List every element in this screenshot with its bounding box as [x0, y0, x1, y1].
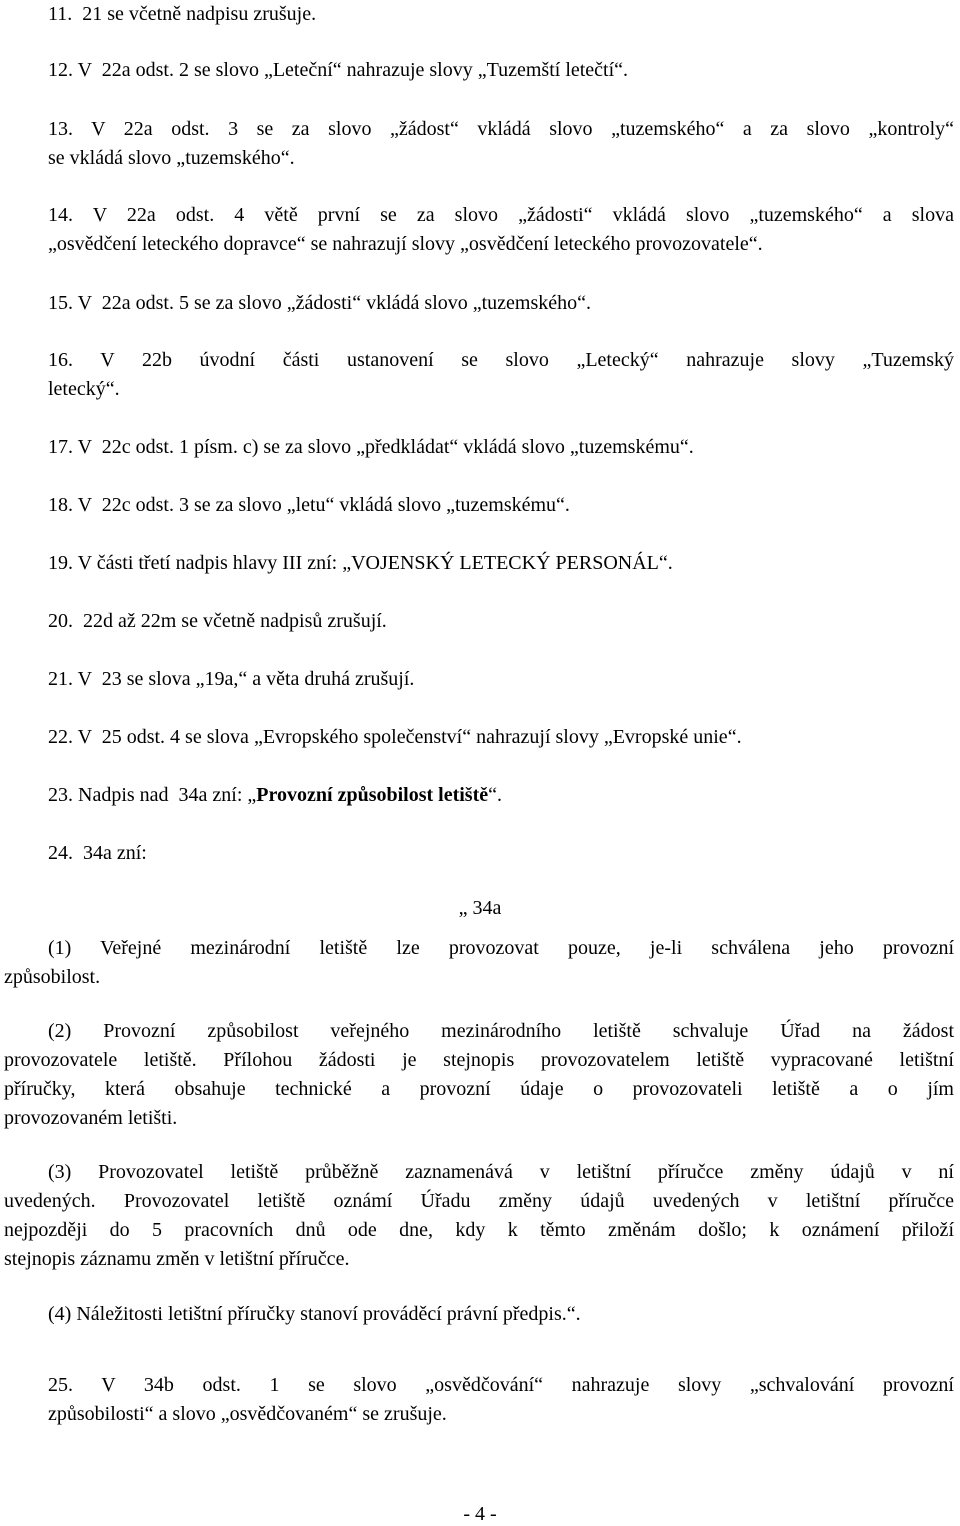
paragraph-2-line-4: provozovaném letišti. [4, 1107, 178, 1129]
item-22: 22. V 25 odst. 4 se slova „Evropského společenství“ nahrazují slovy „Evropské unie“. [48, 726, 742, 748]
item-15: 15. V 22a odst. 5 se za slovo „žádosti“ vkládá slovo „tuzemského“. [48, 292, 592, 314]
paragraph-3-line-1: (3) Provozovatel letiště průběžně zaznamenává v letištní příručce změny údajů v ní [48, 1161, 954, 1183]
paragraph-3-line-2: uvedených. Provozovatel letiště oznámí Úřadu změny údajů uvedených v letištní příručce [4, 1190, 954, 1212]
paragraph-1-line-1: (1) Veřejné mezinárodní letiště lze provozovat pouze, je-li schválena jeho provozní [48, 937, 954, 959]
item-25-line-2: způsobilosti“ a slovo „osvědčovaném“ se zrušuje. [48, 1403, 447, 1425]
page-number: - 4 - [463, 1503, 497, 1525]
item-16-line-1: 16. V 22b úvodní části ustanovení se slovo „Letecký“ nahrazuje slovy „Tuzemský [48, 349, 954, 371]
item-23 [48, 783, 502, 807]
item-24: 24. 34a zní: [48, 842, 147, 864]
item-21: 21. V 23 se slova „19a,“ a věta druhá zrušují. [48, 668, 415, 690]
paragraph-1-line-2: způsobilost. [4, 966, 101, 988]
item-23-bold-title: Provozní způsobilost letiště [256, 784, 489, 806]
item-13-line-2: se vkládá slovo „tuzemského“. [48, 147, 295, 169]
paragraph-2-line-1: (2) Provozní způsobilost veřejného mezinárodního letiště schvaluje Úřad na žádost [48, 1020, 954, 1042]
paragraph-2-line-2: provozovatele letiště. Přílohou žádosti je stejnopis provozovatelem letiště vypracované letištní [4, 1049, 954, 1071]
item-16-line-2: letecký“. [48, 378, 120, 400]
item-13-line-1: 13. V 22a odst. 3 se za slovo „žádost“ vkládá slovo „tuzemského“ a za slovo „kontroly“ [48, 118, 954, 140]
section-heading: „ 34a [458, 897, 502, 919]
paragraph-4: (4) Náležitosti letištní příručky stanoví prováděcí právní předpis.“. [48, 1303, 581, 1325]
item-11: 11. 21 se včetně nadpisu zrušuje. [48, 3, 317, 25]
paragraph-2-line-3: příručky, která obsahuje technické a provozní údaje o provozovateli letiště a o jím [4, 1078, 954, 1100]
paragraph-3-line-4: stejnopis záznamu změn v letištní příručce. [4, 1248, 350, 1270]
item-17: 17. V 22c odst. 1 písm. c) se za slovo „předkládat“ vkládá slovo „tuzemskému“. [48, 436, 694, 458]
item-23-suffix: “. [488, 784, 503, 806]
item-20: 20. 22d až 22m se včetně nadpisů zrušují. [48, 610, 387, 632]
item-14-line-2: „osvědčení leteckého dopravce“ se nahrazují slovy „osvědčení leteckého provozovatele“. [48, 233, 763, 255]
paragraph-3-line-3: nejpozději do 5 pracovních dnů ode dne, kdy k těmto změnám došlo; k oznámení přiloží [4, 1219, 954, 1241]
item-18: 18. V 22c odst. 3 se za slovo „letu“ vkládá slovo „tuzemskému“. [48, 494, 570, 516]
item-23-prefix: 23. Nadpis nad 34a zní: „ [48, 784, 257, 806]
item-19: 19. V části třetí nadpis hlavy III zní: „VOJENSKÝ LETECKÝ PERSONÁL“. [48, 552, 673, 574]
item-14-line-1: 14. V 22a odst. 4 větě první se za slovo „žádosti“ vkládá slovo „tuzemského“ a slova [48, 204, 954, 226]
item-25-line-1: 25. V 34b odst. 1 se slovo „osvědčování“ nahrazuje slovy „schvalování provozní [48, 1374, 954, 1396]
item-12: 12. V 22a odst. 2 se slovo „Leteční“ nahrazuje slovy „Tuzemští letečtí“. [48, 59, 629, 81]
